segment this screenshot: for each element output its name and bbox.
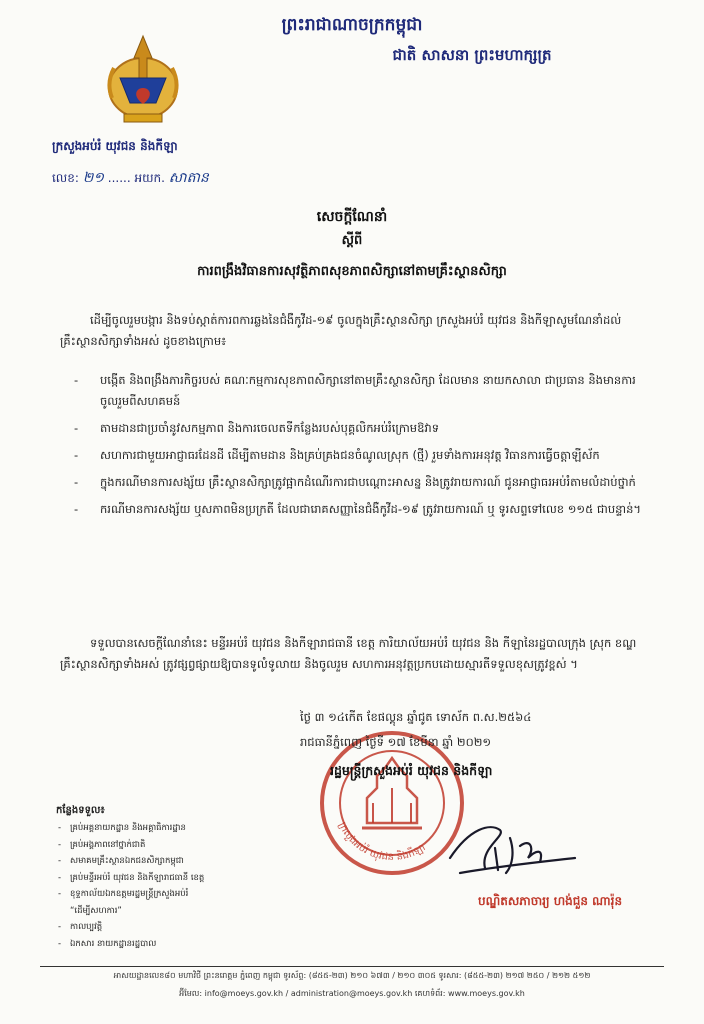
reference-number: លេខ: ២១ ...... អយក. សាតាន (52, 170, 209, 186)
minister-title: រដ្ឋមន្ត្រីក្រសួងអប់រំ យុវជន និងកីឡា (330, 763, 493, 778)
list-item: - កាលប្បវត្តិ (56, 919, 316, 936)
list-item: - សហការជាមួយអាជ្ញាធរដែនដី ដើម្បីតាមដាន និងគ្រប់គ្រងជនចំណូលស្រុក (ថ្មី) រួមទាំងការអនុវត្ត វិធានការធ្វើចត្តាឡីស័ក (74, 445, 654, 466)
ref-code: សាតាន (168, 170, 209, 186)
recipients-title: កន្លែងទទួល៖ (56, 805, 105, 816)
document-subject: ការពង្រឹងវិធានការសុវត្ថិភាពសុខភាពសិក្សានៅតាមគ្រឹះស្ថានសិក្សា (197, 264, 507, 279)
ref-prefix: លេខ: (52, 171, 79, 185)
document-title: សេចក្តីណែនាំ (316, 209, 388, 225)
signer-name: បណ្ឌិតសភាចារ្យ ហង់ជួន ណារ៉ុន (478, 894, 623, 908)
list-item: - សមាគមគ្រឹះស្ថានឯកជនសិក្សាកម្ពុជា (56, 853, 316, 870)
list-item: - បង្កើត និងពង្រឹងភារកិច្ចរបស់ គណៈកម្មការសុខភាពសិក្សានៅតាមគ្រឹះស្ថានសិក្សា ដែលមាន នាយកសាលា ជាប្រធាន និងមានការចូលរួមពីសហគមន៍ (74, 370, 654, 412)
national-motto: ជាតិ សាសនា ព្រះមហាក្សត្រ (392, 46, 552, 64)
intro-paragraph: ដើម្បីចូលរួមបង្ការ និងទប់ស្កាត់ការពការឆ្លងនៃជំងឺកូវីដ-១៩ ចូលក្នុងគ្រឹះស្ថានសិក្សា ក្រសួងអប់រំ យុវជន និងកីឡាសូមណែនាំដល់គ្រឹះស្ថានសិក្សាទាំងអស់ ដូចខាងក្រោម៖ (60, 313, 622, 348)
list-item: - គ្រប់អង្គភាពនៅថ្នាក់ជាតិ (56, 837, 316, 854)
handwritten-signature-icon (440, 818, 580, 878)
list-item: - គ្រប់អគ្គនាយកដ្ឋាន និងអគ្គាធិការដ្ឋាន (56, 820, 316, 837)
ref-number: ២១ (82, 170, 104, 186)
solar-date: រាជធានីភ្នំពេញ ថ្ងៃទី ១៧ ខែមីនា ឆ្នាំ ២០២១ (300, 735, 492, 749)
list-item: - ករណីមានការសង្ស័យ ឬសភាពមិនប្រក្រតី ដែលជារោគសញ្ញានៃជំងឺកូវីដ-១៩ ត្រូវរាយការណ៍ ឬ ទូរសព្ទទៅលេខ ១១៥ ជាបន្ទាន់។ (74, 499, 654, 520)
recipients-list (56, 820, 316, 952)
list-item: - ក្នុងករណីមានការសង្ស័យ គ្រឹះស្ថានសិក្សាត្រូវផ្អាកដំណើរការជាបណ្តោះអាសន្ន និងត្រូវរាយការណ៍ ជូនអាជ្ញាធរអប់រំតាមលំដាប់ថ្នាក់ (74, 472, 654, 493)
ref-suffix: អយក. (134, 171, 165, 185)
list-item: - តាមដានជាប្រចាំនូវសកម្មភាព និងការចេលតទីកន្លែងរបស់បុគ្គលិកអប់រំក្រោមឱវាទ (74, 418, 654, 439)
list-item: - ឯកសារ នាយកដ្ឋានរដ្ឋបាល (56, 936, 316, 953)
list-item: - គ្រប់មន្ទីរអប់រំ យុវជន និងកីឡារាជធានី ខេត្ត (56, 870, 316, 887)
footer-address: អាសយដ្ឋានលេខ៨០ មហាវិថី ព្រះនរោត្តម ភ្នំពេញ កម្ពុជា ទូរស័ព្ទ: (៨៥៥-២៣) ២១០ ៦៧៣ / ២១០ ៣០៥ ទូរសារ: (៨៥៥-២៣) ២១៧ ២៥០ / ២១២ ៥១២ (113, 971, 591, 980)
footer-contact: អ៊ីមែល: info@moeys.gov.kh / administration@moeys.gov.kh គេហទំព័រ: www.moeys.gov.kh (179, 989, 525, 998)
footer-divider (40, 966, 664, 967)
kingdom-title: ព្រះរាជាណាចក្រកម្ពុជា (281, 15, 423, 35)
stamp-text: ក្រសួងអប់រំ យុវជន និងកីឡា (336, 820, 428, 864)
lunar-date: ថ្ងៃ ៣ ១៤កើត ខែផល្គុន ឆ្នាំជូត ទោស័ក ព.ស.២៥៦៤ (300, 710, 532, 724)
closing-paragraph: ទទួលបានសេចក្តីណែនាំនេះ មន្ទីរអប់រំ យុវជន និងកីឡារាជធានី ខេត្ត ការិយាល័យអប់រំ យុវជន និង កីឡានៃរដ្ឋបាលក្រុង ស្រុក ខណ្ឌ គ្រឹះស្ថានសិក្សាទាំងអស់ ត្រូវផ្សព្វផ្សាយឱ្យបានទូលំទូលាយ និងចូលរួម សហការអនុវត្តប្រកបដោយស្មារតីទទួលខុសត្រូវខ្ពស់ ។ (60, 636, 637, 671)
document-about: ស្តីពី (341, 233, 363, 248)
ministry-name: ក្រសួងអប់រំ យុវជន និងកីឡា (52, 139, 178, 153)
instruction-list (74, 370, 654, 526)
list-item: “ដើម្បីសហការ” (70, 905, 122, 916)
list-item: - ខុទ្ទកាល័យឯកឧត្តមរដ្ឋមន្ត្រីក្រសួងអប់រំ (56, 886, 316, 903)
ministry-emblem-icon (100, 28, 186, 128)
